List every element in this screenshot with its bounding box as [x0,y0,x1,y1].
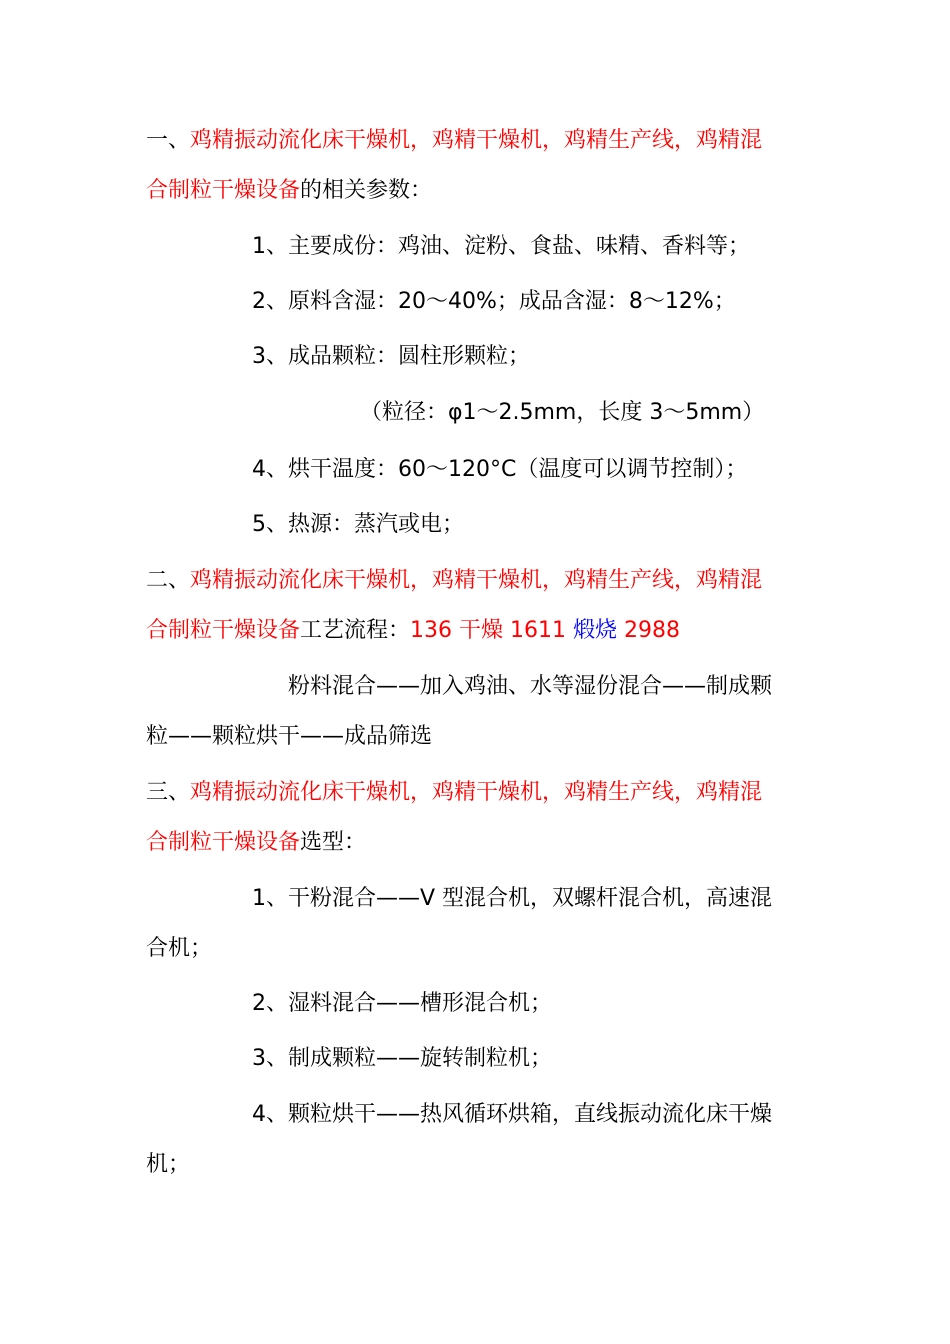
section1-item-1: 1、主要成份：鸡油、淀粉、食盐、味精、香料等； [252,234,750,259]
section2-heading-line2 [146,616,810,646]
section1-prefix: 一、 [146,128,191,153]
section2-flow-line2: 粒——颗粒烘干——成品筛选 [146,724,433,749]
section1-title-line2: 合制粒干燥设备 [146,178,301,203]
section3-suffix: 选型： [300,830,367,855]
section1-item-2: 2、原料含湿：20～40%；成品含湿：8～12%； [252,289,736,314]
section2-suffix: 工艺流程： [300,618,411,643]
section2-heading-line1 [146,566,810,596]
section3-item-1-line2: 合机； [146,936,213,961]
section2-title-line1: 鸡精振动流化床干燥机，鸡精干燥机，鸡精生产线，鸡精混 [190,568,763,593]
section1-item-5: 5、热源：蒸汽或电； [252,512,464,537]
section3-item-4-line1: 4、颗粒烘干——热风循环烘箱，直线振动流化床干燥 [252,1102,772,1127]
section2-prefix: 二、 [146,568,191,593]
section3-title-line2: 合制粒干燥设备 [146,830,301,855]
section1-title-line1: 鸡精振动流化床干燥机，鸡精干燥机，鸡精生产线，鸡精混 [190,128,763,153]
section2-contact-part1: 136 干燥 1611 [410,618,573,643]
section3-heading-line1 [146,778,810,808]
section3-item-1-line1: 1、干粉混合——V 型混合机，双螺杆混合机，高速混 [252,886,773,911]
section2-flow-line1: 粉料混合——加入鸡油、水等湿份混合——制成颗 [288,674,773,699]
section1-suffix: 的相关参数： [300,178,433,203]
section1-heading-line2 [146,176,810,206]
section3-item-2: 2、湿料混合——槽形混合机； [252,991,552,1016]
section3-item-4-line2: 机； [146,1152,191,1177]
section1-item-3-detail: （粒径：φ1～2.5mm，长度 3～5mm） [360,400,765,425]
section3-heading-line2 [146,828,810,858]
section3-prefix: 三、 [146,780,191,805]
section3-item-3: 3、制成颗粒——旋转制粒机； [252,1046,552,1071]
section1-item-4: 4、烘干温度：60～120°C（温度可以调节控制）； [252,457,748,482]
section2-contact-part2: 煅烧 [573,618,618,643]
section2-contact-part3: 2988 [617,618,680,643]
section1-heading-line1 [146,126,810,156]
section1-item-3: 3、成品颗粒：圆柱形颗粒； [252,344,530,369]
section2-title-line2: 合制粒干燥设备 [146,618,301,643]
section3-title-line1: 鸡精振动流化床干燥机，鸡精干燥机，鸡精生产线，鸡精混 [190,780,763,805]
